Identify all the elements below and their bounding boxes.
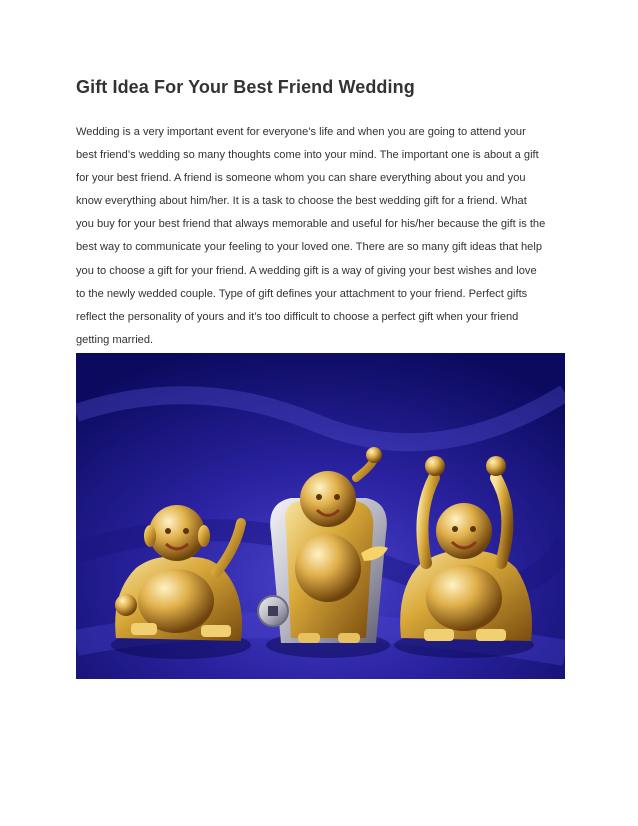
paragraph-line: know everything about him/her. It is a task to choose the best wedding gift for a friend. What bbox=[76, 195, 527, 208]
paragraph-line: best way to communicate your feeling to your loved one. There are so many gift ideas that help bbox=[76, 241, 542, 254]
paragraph-line: best friend’s wedding so many thoughts come into your mind. The important one is about a gift bbox=[76, 149, 539, 162]
paragraph-line: reflect the personality of yours and it’s too difficult to choose a perfect gift when your friend bbox=[76, 310, 519, 323]
body-paragraph bbox=[76, 121, 566, 352]
paragraph-line: you buy for your best friend that always memorable and useful for his/her because the gift is the bbox=[76, 218, 546, 231]
paragraph-line: you to choose a gift for your friend. A wedding gift is a way of giving your best wishes and love bbox=[76, 264, 537, 277]
paragraph-line: Wedding is a very important event for everyone’s life and when you are going to attend your bbox=[76, 126, 526, 138]
paragraph-line: to the newly wedded couple. Type of gift defines your attachment to your friend. Perfect gifts bbox=[76, 287, 528, 300]
paragraph-line: for your best friend. A friend is someone whom you can share everything about you and you bbox=[76, 172, 526, 185]
document-title: Gift Idea For Your Best Friend Wedding bbox=[76, 77, 415, 97]
paragraph-line: getting married. bbox=[76, 333, 154, 346]
laughing-buddha-figurines-photo bbox=[76, 353, 565, 679]
